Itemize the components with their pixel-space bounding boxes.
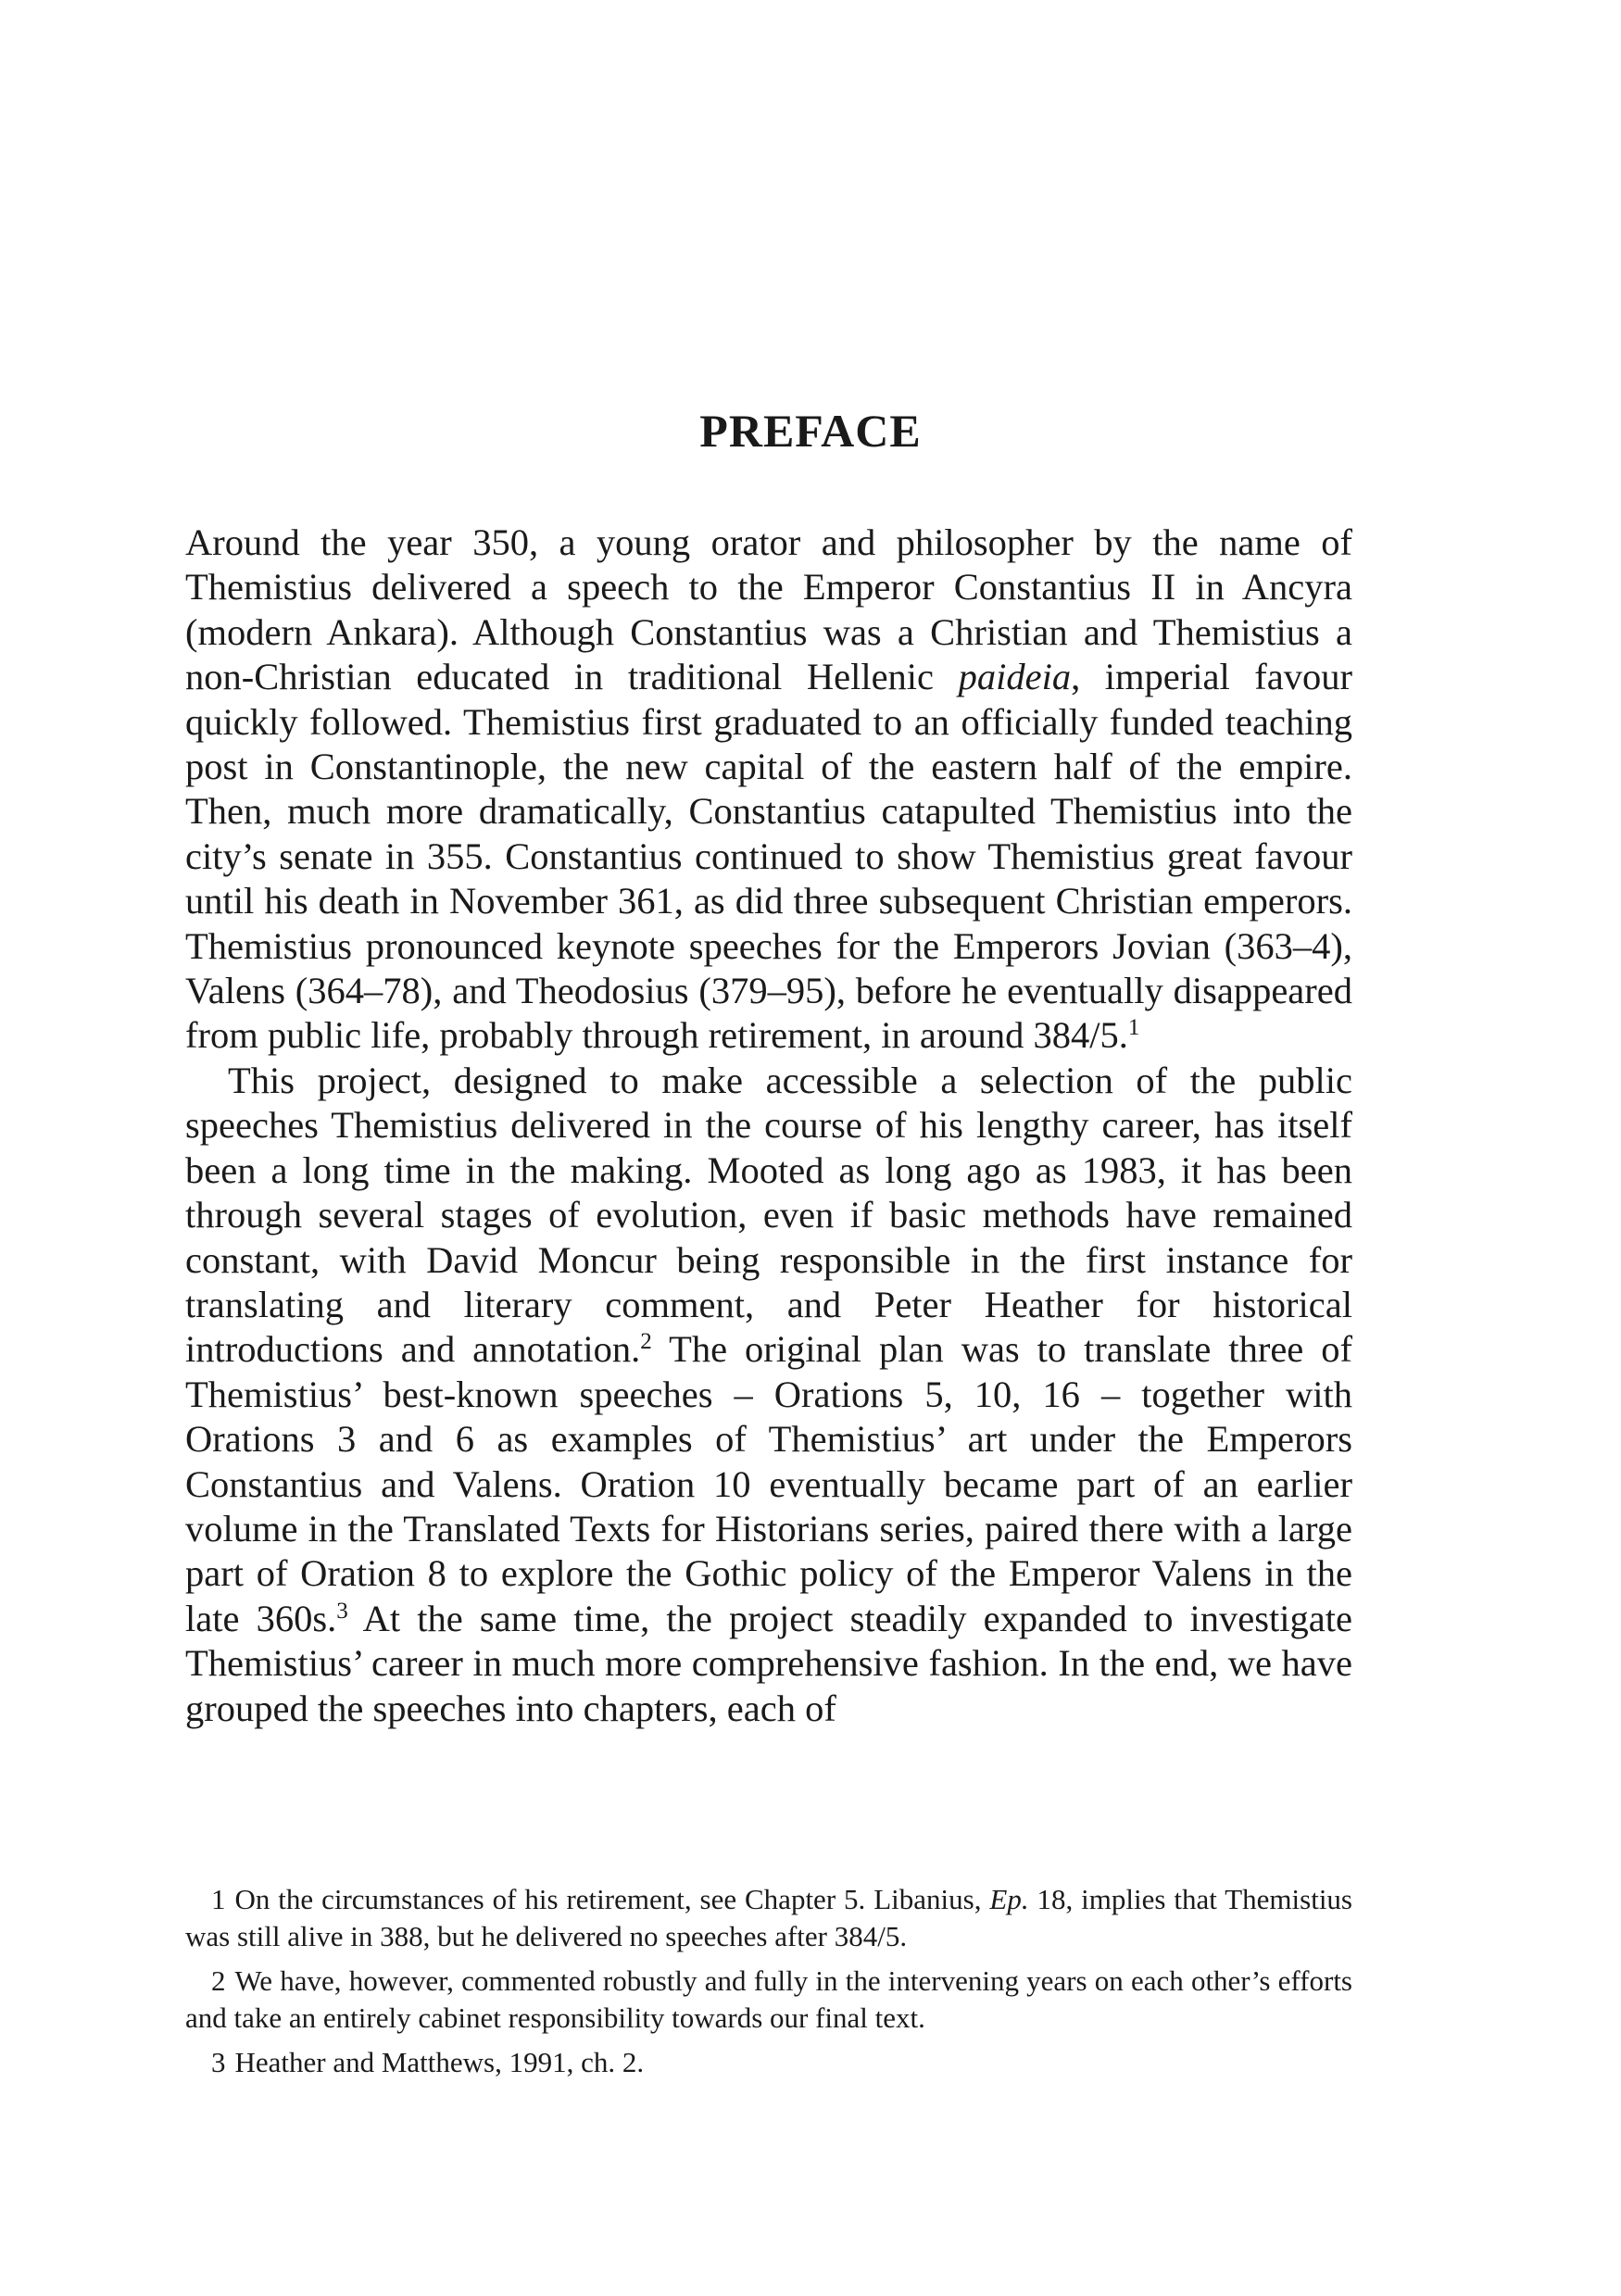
- footnote-2-text: We have, however, commented robustly and fully in the intervening years on each other’s efforts and take an entirely cabinet responsibility towards our final text.: [185, 1964, 1352, 2034]
- footnote-1-number: 1: [211, 1883, 226, 1915]
- paragraph-1-text-a: Around the year 350, a young orator and philosopher by the name of Themistius delivered a speech to the Emperor Constantius II in Ancyra (modern Ankara). Although Constantius was a Christian and Themistius a non-Christian educated in traditional Hellenic: [185, 521, 1352, 698]
- paragraph-2-text-c: At the same time, the project steadily expanded to investigate Themistius’ career in much more comprehensive fashion. In the end, we have grouped the speeches into chapters, each of: [185, 1597, 1353, 1729]
- footnote-3-number: 3: [211, 2046, 226, 2078]
- footnote-1: [185, 1881, 1352, 1955]
- footnote-3: [185, 2044, 1352, 2081]
- paragraph-1: [185, 521, 1352, 1059]
- main-text: [185, 521, 1352, 1731]
- footnote-1-text-a: On the circumstances of his retirement, see Chapter 5. Libanius,: [234, 1883, 990, 1915]
- footnote-ref-3: 3: [336, 1598, 348, 1624]
- footnote-2-number: 2: [211, 1964, 226, 1997]
- paragraph-2-text-b: The original plan was to translate three of Themistius’ best-known speeches – Orations 5, 10, 16 – together with Orations 3 and 6 as examples of Themistius’ art under the Emperors Constantius and Valens. Oration 10 eventually became part of an earlier volume in the Translated Texts for Historians series, paired there with a large part of Oration 8 to explore the Gothic policy of the Emperor Valens in the late 360s.: [185, 1328, 1352, 1639]
- paragraph-2-text-a: This project, designed to make accessible a selection of the public speeches Themistius delivered in the course of his lengthy career, has itself been a long time in the making. Mooted as long ago as 1983, it has been through several stages of evolution, even if basic methods have remained constant, with David Moncur being responsible in the first instance for translating and literary comment, and Peter Heather for historical introductions and annotation.: [185, 1059, 1352, 1371]
- footnote-2: [185, 1963, 1352, 2037]
- paideia-term: paideia: [958, 656, 1072, 698]
- footnote-3-text: Heather and Matthews, 1991, ch. 2.: [234, 2046, 645, 2078]
- footnote-1-citation: Ep.: [989, 1883, 1029, 1915]
- page-title: PREFACE: [699, 405, 922, 457]
- footnotes: [185, 1881, 1352, 2089]
- footnote-ref-1: 1: [1127, 1015, 1140, 1041]
- footnote-1-text-b: 18, implies that Themistius was still alive in 388, but he delivered no speeches after 384/5.: [185, 1883, 1352, 1952]
- footnote-ref-2: 2: [640, 1329, 652, 1355]
- paragraph-1-text-b: , imperial favour quickly followed. Themistius first graduated to an officially funded teaching post in Constantinople, the new capital of the eastern half of the empire. Then, much more dramatically, Constantius catapulted Themistius into the city’s senate in 355. Constantius continued to show Themistius great favour until his death in November 361, as did three subsequent Christian emperors. Themistius pronounced keynote speeches for the Emperors Jovian (363–4), Valens (364–78), and Theodosius (379–95), before he eventually disappeared from public life, probably through retirement, in around 384/5.: [185, 656, 1352, 1057]
- paragraph-2: [185, 1059, 1352, 1731]
